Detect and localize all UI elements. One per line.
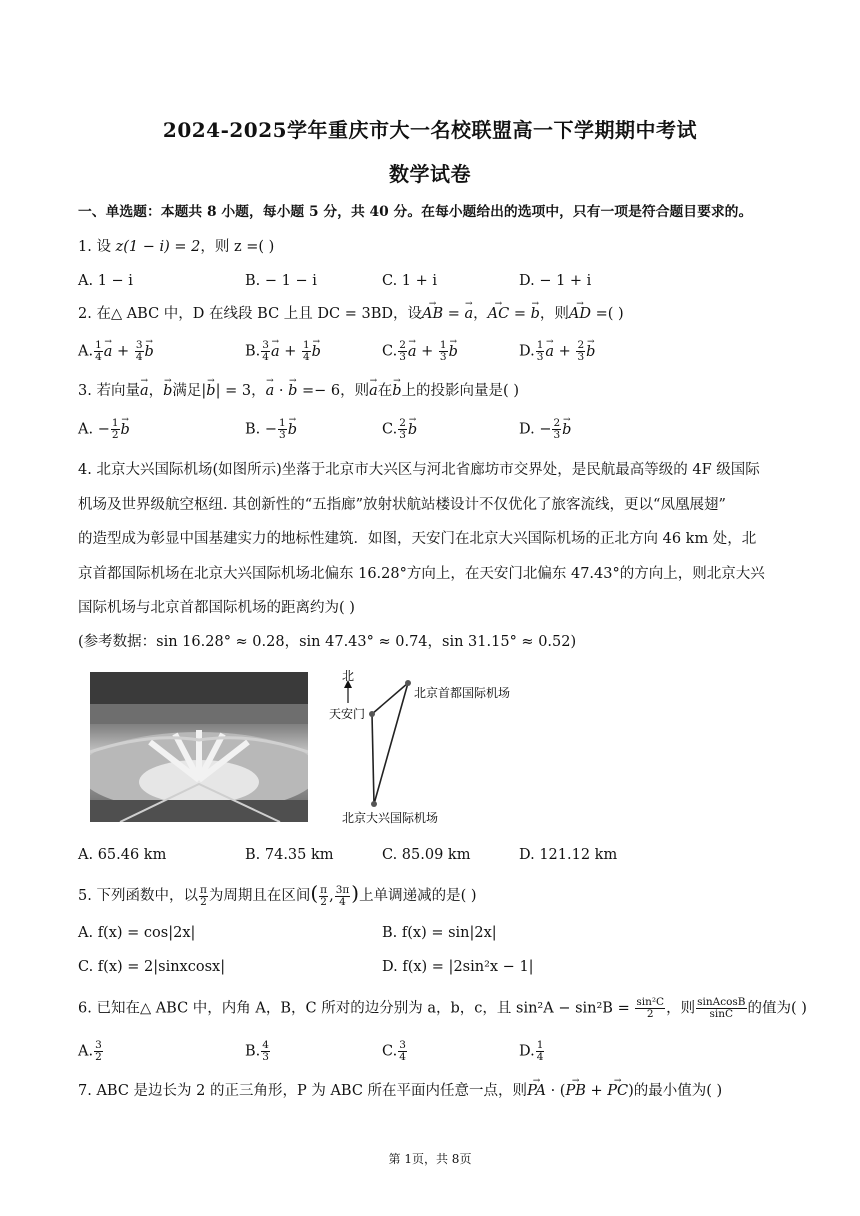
q6-frac-1-num: sin²C bbox=[636, 996, 665, 1008]
q4-para-line-4: 京首都国际机场在北京大兴国际机场北偏东 16.28°方向上，在天安门北偏东 47.43°的方向上，则北京大兴 bbox=[78, 566, 765, 582]
question-1-stem bbox=[78, 236, 274, 258]
q3-comma: ， bbox=[148, 383, 164, 399]
q7-vec-pa: → PA bbox=[527, 1080, 546, 1102]
question-7-stem bbox=[78, 1080, 722, 1102]
q2-text: 2. 在△ ABC 中，D 在线段 BC 上且 DC = 3BD，设 bbox=[78, 306, 422, 322]
q4-option-d: D. 121.12 km bbox=[519, 847, 618, 863]
q5-option-c: C. f(x) = 2|sinxcosx| bbox=[78, 959, 226, 975]
q7-text-b: )的最小值为( ) bbox=[628, 1083, 723, 1099]
q6-option-d-label: D. bbox=[519, 1043, 535, 1060]
q3-text-a: 3. 若向量 bbox=[78, 383, 140, 399]
q3-option-c-label: C. bbox=[382, 421, 398, 438]
q5-frac-num: π bbox=[199, 883, 207, 896]
q2-option-d: D. $\frac{1}{3}$ → a + $\frac{2}{3}$ → b bbox=[519, 340, 595, 363]
q3-text-g: 上的投影向量是( ) bbox=[401, 383, 519, 399]
q2-then: ，则 bbox=[539, 306, 569, 322]
capital-label: 北京首都国际机场 bbox=[414, 686, 511, 700]
q3-option-a: A. − $\frac{1}{2}$ → b bbox=[78, 418, 130, 441]
daxing-point bbox=[371, 801, 377, 807]
exam-title: 2024-2025学年重庆市大一名校联盟高一下学期期中考试 bbox=[162, 118, 698, 142]
q5-option-b: B. f(x) = sin|2x| bbox=[382, 925, 497, 941]
q2-eq1: = bbox=[443, 306, 465, 322]
q6-frac-2 bbox=[696, 997, 746, 1020]
section-heading: 一、单选题：本题共 8 小题，每小题 5 分，共 40 分。在每小题给出的选项中，只有一项是符合题目要求的。 bbox=[78, 204, 753, 220]
q2-option-d-label: D. bbox=[519, 343, 535, 360]
north-label: 北 bbox=[342, 669, 355, 683]
q3-text-c: | = 3， bbox=[215, 383, 266, 399]
q3-option-b-label: B. − bbox=[245, 421, 278, 438]
airport-photo bbox=[90, 672, 308, 822]
q1-option-b: B. − 1 − i bbox=[245, 273, 317, 289]
q4-para-line-5: 国际机场与北京首都国际机场的距离约为( ) bbox=[78, 600, 355, 616]
q7-vec-pb: → PB bbox=[565, 1080, 585, 1102]
q2-vec-a: → a bbox=[465, 303, 474, 325]
tiananmen-point bbox=[369, 711, 375, 717]
line-tiananmen-daxing bbox=[372, 714, 374, 804]
q2-option-c: C. $\frac{2}{3}$ → a + $\frac{1}{3}$ → b bbox=[382, 340, 458, 363]
q6-text-b: ，则 bbox=[666, 1000, 696, 1017]
q6-option-a: A. $\frac{3}{2}$ bbox=[78, 1039, 102, 1063]
exam-subtitle: 数学试卷 bbox=[389, 162, 471, 186]
q6-option-c: C. $\frac{3}{4}$ bbox=[382, 1039, 406, 1063]
q7-plus: + bbox=[585, 1083, 608, 1099]
q6-text-c: 的值为( ) bbox=[747, 1000, 807, 1017]
q3-text-e: =− 6，则 bbox=[297, 383, 370, 399]
q2-eq2: = bbox=[509, 306, 531, 322]
q5-option-d: D. f(x) = |2sin²x − 1| bbox=[382, 959, 534, 975]
q3-vec-a: → a bbox=[140, 380, 149, 402]
q4-reference-data: (参考数据：sin 16.28° ≈ 0.28，sin 47.43° ≈ 0.74，sin 31.15° ≈ 0.52) bbox=[78, 634, 577, 650]
q3-option-a-label: A. − bbox=[78, 421, 110, 438]
q2-vec-b: → b bbox=[531, 303, 540, 325]
q3-option-b: B. − $\frac{1}{3}$ → b bbox=[245, 418, 297, 441]
q5-frac-end-den: 4 bbox=[339, 895, 346, 908]
q2-sep: ， bbox=[473, 306, 488, 322]
q6-option-a-label: A. bbox=[78, 1043, 94, 1060]
q2-option-b-label: B. bbox=[245, 343, 261, 360]
q1-option-c: C. 1 + i bbox=[382, 273, 438, 289]
question-3-stem: 3. 若向量→ a，→ b满足|→ b| = 3，→ a · → b =− 6，则→ a在→ b上的投影向量是( ) bbox=[78, 380, 519, 402]
line-tiananmen-capital bbox=[372, 683, 408, 714]
q4-para-line-1: 4. 北京大兴国际机场(如图所示)坐落于北京市大兴区与河北省廊坊市交界处，是民航最高等级的 4F 级国际 bbox=[78, 462, 760, 478]
q6-frac-1-den: 2 bbox=[646, 1008, 654, 1020]
q1-option-d: D. − 1 + i bbox=[519, 273, 592, 289]
q5-text-a: 5. 下列函数中，以 bbox=[78, 888, 198, 904]
question-6-stem bbox=[78, 997, 807, 1020]
q5-frac-end bbox=[335, 885, 351, 908]
q3-option-c: C. $\frac{2}{3}$ → b bbox=[382, 418, 417, 441]
q2-tail: =( ) bbox=[591, 306, 624, 322]
q2-option-a: A. $\frac{1}{4}$ → a + $\frac{3}{4}$ → b bbox=[78, 340, 154, 363]
q6-option-c-label: C. bbox=[382, 1043, 398, 1060]
q2-vec-ac: → AC bbox=[488, 303, 510, 325]
q5-frac-period bbox=[199, 885, 208, 908]
q6-frac-1 bbox=[635, 997, 665, 1020]
q7-vec-pc: → PC bbox=[607, 1080, 628, 1102]
q5-frac-end-num: 3π bbox=[335, 883, 350, 896]
q6-frac-2-num: sinAcosB bbox=[697, 996, 746, 1008]
q6-frac-2-den: sinC bbox=[709, 1008, 734, 1020]
q1-expr: z(1 − i) = 2 bbox=[115, 239, 201, 255]
q2-vec-ab: → AB bbox=[422, 303, 443, 325]
q7-text-a: 7. ABC 是边长为 2 的正三角形，P 为 ABC 所在平面内任意一点，则 bbox=[78, 1083, 528, 1099]
q5-text-c: 上单调递减的是( ) bbox=[359, 888, 477, 904]
q2-vec-ad: → AD bbox=[569, 303, 591, 325]
q6-option-b-label: B. bbox=[245, 1043, 261, 1060]
line-capital-daxing bbox=[374, 683, 408, 804]
q4-option-a: A. 65.46 km bbox=[78, 847, 167, 863]
q5-frac-den: 2 bbox=[200, 895, 207, 908]
q2-option-a-label: A. bbox=[78, 343, 94, 360]
q6-text-a: 6. 已知在△ ABC 中，内角 A，B，C 所对的边分别为 a，b，c，且 sin²A − sin²B = bbox=[78, 1000, 630, 1017]
q3-text-d: · bbox=[274, 383, 289, 399]
q2-option-c-label: C. bbox=[382, 343, 398, 360]
q1-text: 1. 设 bbox=[78, 239, 111, 255]
q4-option-c: C. 85.09 km bbox=[382, 847, 471, 863]
tiananmen-label: 天安门 bbox=[329, 707, 366, 721]
q3-text-f: 在 bbox=[377, 383, 393, 399]
q4-para-line-2: 机场及世界级航空枢纽. 其创新性的“五指廊”放射状航站楼设计不仅优化了旅客流线，更以“凤凰展翅” bbox=[78, 497, 726, 513]
q3-vec-b: → b bbox=[163, 380, 172, 402]
page-footer: 第 1页，共 8页 bbox=[388, 1152, 472, 1166]
q2-option-b: B. $\frac{3}{4}$ → a + $\frac{1}{4}$ → b bbox=[245, 340, 321, 363]
daxing-label: 北京大兴国际机场 bbox=[342, 811, 439, 825]
q6-option-b: B. $\frac{4}{3}$ bbox=[245, 1039, 269, 1063]
question-5-stem: 5. 下列函数中，以 $\frac{\pi}{2}$ 为周期且在区间( $\frac{\pi}{2}$ , $\frac{3\pi}{4}$ )上单调递减的是( ) bbox=[78, 881, 477, 908]
map-diagram bbox=[320, 666, 540, 832]
q3-option-d-label: D. − bbox=[519, 421, 552, 438]
q3-option-d: D. − $\frac{2}{3}$ → b bbox=[519, 418, 571, 441]
q5-text-b: 为周期且在区间 bbox=[208, 888, 311, 904]
q1-tail: ，则 z =( ) bbox=[200, 239, 275, 255]
capital-point bbox=[405, 680, 411, 686]
q6-option-d: D. $\frac{1}{4}$ bbox=[519, 1039, 544, 1063]
q4-para-line-3: 的造型成为彰显中国基建实力的地标性建筑．如图，天安门在北京大兴国际机场的正北方向 46 km 处，北 bbox=[78, 531, 757, 547]
q4-option-b: B. 74.35 km bbox=[245, 847, 334, 863]
q3-text-b: 满足| bbox=[172, 383, 207, 399]
q7-dot: · ( bbox=[545, 1083, 566, 1099]
q5-option-a: A. f(x) = cos|2x| bbox=[78, 925, 196, 941]
airport-photo-art bbox=[90, 672, 308, 822]
q1-option-a: A. 1 − i bbox=[78, 273, 133, 289]
question-2-stem bbox=[78, 303, 624, 325]
